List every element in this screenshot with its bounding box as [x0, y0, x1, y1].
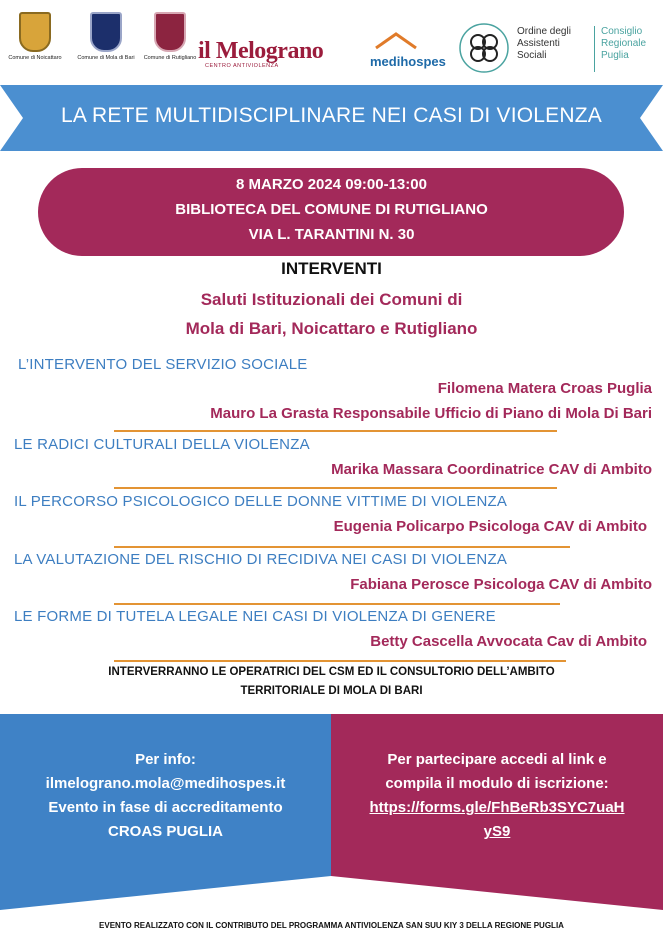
consiglio-text	[594, 26, 646, 72]
consiglio-line: Puglia	[601, 50, 629, 61]
logo-caption: Comune di Rutigliano	[143, 55, 197, 61]
mola-di-bari-crest-icon	[90, 12, 122, 52]
topic-title: LE RADICI CULTURALI DELLA VIOLENZA	[14, 436, 310, 453]
speaker-name: Fabiana Perosce Psicologa CAV di Ambito	[350, 576, 652, 593]
melograno-subtitle: CENTRO ANTIVIOLENZA	[205, 63, 279, 69]
info-label: Per info:	[135, 751, 196, 768]
ordine-line: Sociali	[517, 50, 547, 61]
event-address: VIA L. TARANTINI N. 30	[248, 226, 415, 243]
speaker-name: Filomena Matera Croas Puglia	[437, 380, 652, 397]
consiglio-line: Consiglio	[601, 26, 643, 37]
logo-caption: Comune di Noicattaro	[8, 55, 62, 61]
registration-link[interactable]: https://forms.gle/FhBeRb3SYC7uaH	[369, 799, 625, 816]
logo-mola-di-bari	[74, 12, 138, 61]
divider	[114, 603, 560, 605]
event-date: 8 MARZO 2024 09:00-13:00	[236, 176, 427, 193]
topic-title: LE FORME DI TUTELA LEGALE NEI CASI DI VIOLENZA DI GENERE	[14, 608, 496, 625]
program-heading: INTERVENTI	[281, 259, 382, 278]
page-title: LA RETE MULTIDISCIPLINARE NEI CASI DI VIOLENZA	[61, 104, 602, 127]
registration-text	[331, 748, 663, 844]
ordine-line: Assistenti	[517, 38, 560, 49]
speaker-name: Eugenia Policarpo Psicologa CAV di Ambito	[333, 518, 647, 535]
consiglio-line: Regionale	[601, 38, 647, 49]
divider	[114, 487, 557, 489]
topic-title: L’INTERVENTO DEL SERVIZIO SOCIALE	[18, 356, 308, 373]
info-email[interactable]: ilmelograno.mola@medihospes.it	[45, 775, 286, 792]
divider	[114, 546, 570, 548]
divider	[114, 430, 557, 432]
logo-noicattaro	[4, 12, 66, 61]
speaker-name: Mauro La Grasta Responsabile Ufficio di Piano di Mola Di Bari	[210, 405, 652, 422]
divider	[114, 660, 566, 662]
logo-caption: Comune di Mola di Bari	[77, 55, 135, 61]
registration-link-end[interactable]: yS9	[483, 823, 511, 840]
medihospes-logo: medihospes	[370, 54, 446, 69]
info-text	[0, 748, 331, 844]
logo-rutigliano	[140, 12, 200, 61]
info-accreditation: Evento in fase di accreditamento	[48, 799, 283, 816]
speaker-name: Marika Massara Coordinatrice CAV di Ambito	[331, 461, 652, 478]
bottom-chevron	[0, 870, 663, 915]
medihospes-roof-icon	[372, 30, 420, 52]
speakers-note: INTERVERRANNO LE OPERATRICI DEL CSM ED IL CONSULTORIO DELL’AMBITO	[108, 666, 555, 678]
greeting-line: Mola di Bari, Noicattaro e Rutigliano	[185, 319, 478, 338]
footer-credit: EVENTO REALIZZATO CON IL CONTRIBUTO DEL PROGRAMMA ANTIVIOLENZA SAN SUU KIY 3 DELLA REGIONE PUGLIA	[99, 921, 564, 930]
ordine-text	[517, 26, 571, 62]
rutigliano-crest-icon	[154, 12, 186, 52]
noicattaro-crest-icon	[19, 12, 51, 52]
speakers-note: TERRITORIALE DI MOLA DI BARI	[240, 685, 423, 697]
topic-title: IL PERCORSO PSICOLOGICO DELLE DONNE VITTIME DI VIOLENZA	[14, 493, 508, 510]
topic-title: LA VALUTAZIONE DEL RISCHIO DI RECIDIVA NEI CASI DI VIOLENZA	[14, 551, 508, 568]
melograno-logo: il Melograno	[198, 38, 324, 64]
ordine-line: Ordine degli	[517, 26, 571, 37]
info-croas: CROAS PUGLIA	[107, 823, 223, 840]
greeting-line: Saluti Istituzionali dei Comuni di	[200, 290, 463, 309]
registration-line: compila il modulo di iscrizione:	[385, 775, 609, 792]
ordine-knot-icon	[458, 22, 510, 74]
speaker-name: Betty Cascella Avvocata Cav di Ambito	[370, 633, 647, 650]
registration-line: Per partecipare accedi al link e	[387, 751, 607, 768]
event-venue: BIBLIOTECA DEL COMUNE DI RUTIGLIANO	[175, 201, 488, 218]
